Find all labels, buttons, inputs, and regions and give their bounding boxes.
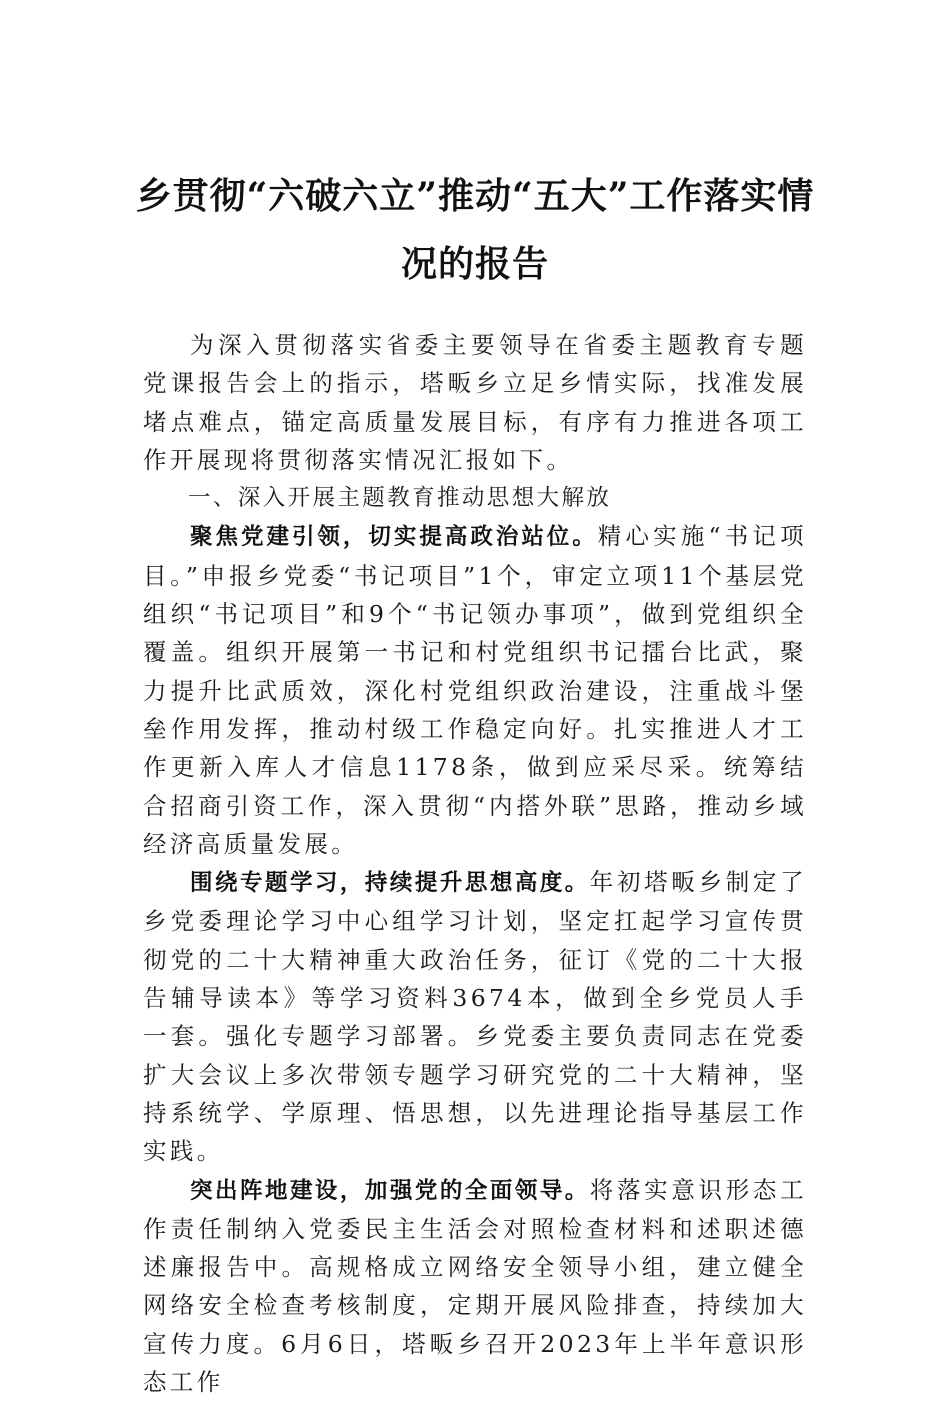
paragraph-lead: 突出阵地建设，加强党的全面领导。 xyxy=(190,1177,590,1204)
section-heading: 一、深入开展主题教育推动思想大解放 xyxy=(188,485,612,512)
paragraph-text: 精心实施“书记项目。”申报乡党委“书记项目”1个，审定立项11个基层党组织“书记项目”和9个“书记领办事项”，做到党组织全覆盖。组织开展第一书记和村党组织书记擂台比武，聚力提升比武质效，深化村党组织政治建设，注重战斗堡垒作用发挥，推动村级工作稳定向好。扎实推进人才工作更新入库人才信息1178条，做到应采尽采。统筹结合招商引资工作，深入贯彻“内搭外联”思路，推动乡域经济高质量发展。 xyxy=(143,522,807,858)
body-paragraph xyxy=(143,863,807,1170)
paragraph-text: 将落实意识形态工作责任制纳入党委民主生活会对照检查材料和述职述德述廉报告中。高规格成立网络安全领导小组，建立健全网络安全检查考核制度，定期开展风险排查，持续加大宣传力度。6月6日，塔畈乡召开2023年上半年意识形态工作 xyxy=(143,1175,808,1397)
document-title: 乡贯彻“六破六立”推动“五大”工作落实情况的报告 xyxy=(135,175,815,285)
paragraph-text: 为深入贯彻落实省委主要领导在省委主题教育专题党课报告会上的指示，塔畈乡立足乡情实际，找准发展堵点难点，锚定高质量发展目标，有序有力推进各项工作开展现将贯彻落实情况汇报如下。 xyxy=(143,331,807,474)
document-body xyxy=(143,326,807,1401)
paragraph-lead: 聚焦党建引领，切实提高政治站位。 xyxy=(190,524,598,551)
paragraph-text: 年初塔畈乡制定了乡党委理论学习中心组学习计划，坚定扛起学习宣传贯彻党的二十大精神重大政治任务，征订《党的二十大报告辅导读本》等学习资料3674本，做到全乡党员人手一套。强化专题学习部署。乡党委主要负责同志在党委扩大会议上多次带领专题学习研究党的二十大精神，坚持系统学、学原理、悟思想，以先进理论指导基层工作实践。 xyxy=(143,868,808,1166)
body-paragraph xyxy=(143,517,807,863)
intro-paragraph xyxy=(143,326,807,479)
paragraph-lead: 围绕专题学习，持续提升思想高度。 xyxy=(190,870,590,897)
body-paragraph xyxy=(143,1171,807,1401)
